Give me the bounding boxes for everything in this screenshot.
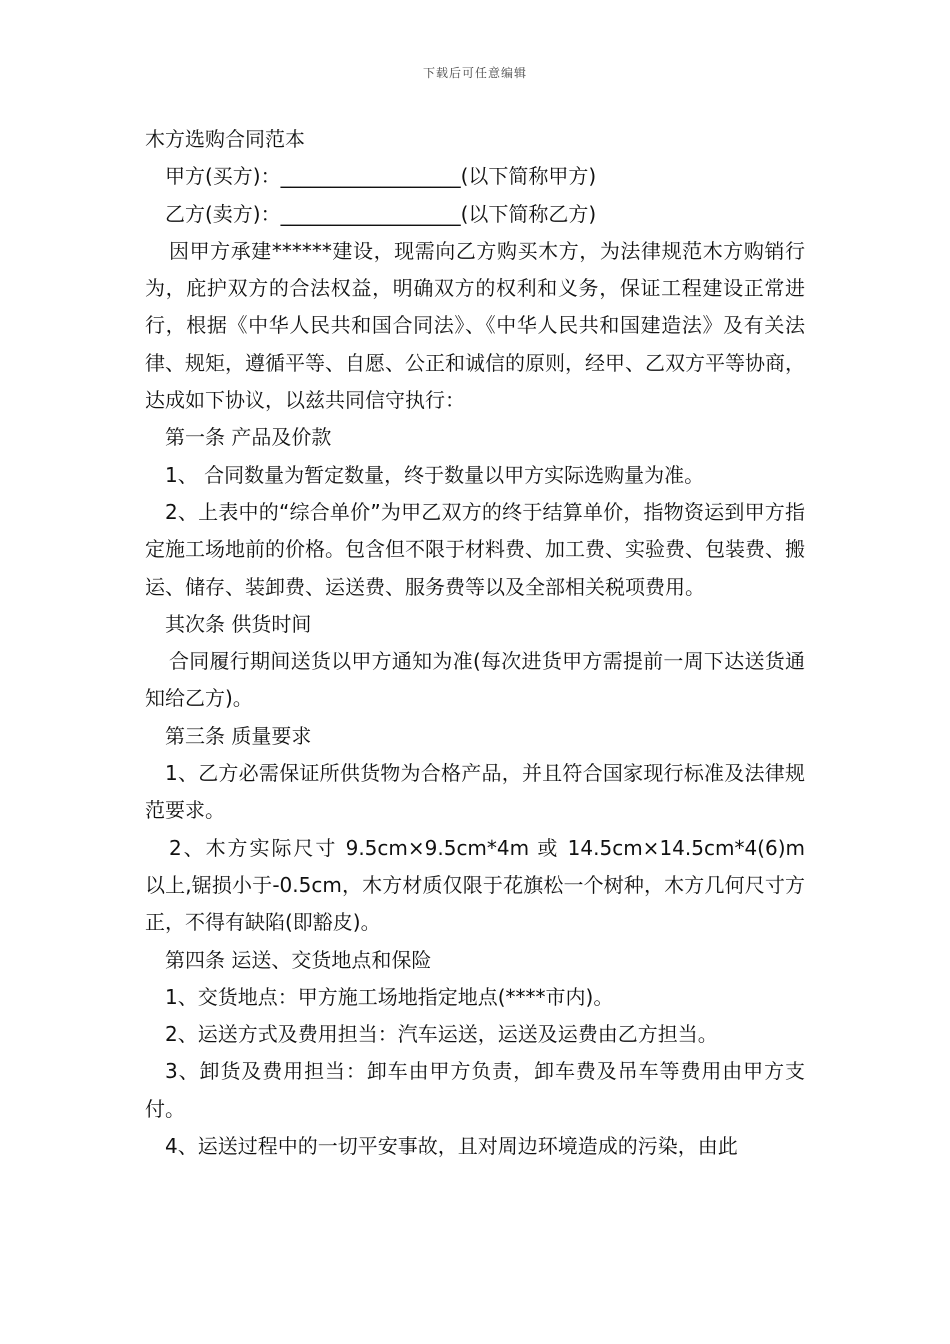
article-1-title: 第一条 产品及价款 [165, 425, 332, 450]
article-3-title: 第三条 质量要求 [165, 723, 312, 748]
article-3-clause-1: 1、乙方必需保证所供货物为合格产品，并且符合国家现行标准及法律规范要求。 [145, 761, 805, 823]
intro-paragraph: 因甲方承建******建设，现需向乙方购买木方，为法律规范木方购销行为，庇护双方的合法权益，明确双方的权利和义务，保证工程建设正常进行，根据《中华人民共和国合同法》、《中华人民共和国建造法》及有关法律、规矩，遵循平等、自愿、公正和诚信的原则，经甲、乙双方平等协商，达成如下协议，以兹共同信守执行： [145, 238, 805, 413]
party-b-line: 乙方(卖方)：__________________(以下简称乙方) [165, 201, 597, 226]
article-1-clause-1: 1、 合同数量为暂定数量，终于数量以甲方实际选购量为准。 [165, 462, 705, 487]
page-header: 下载后可任意编辑 [422, 66, 527, 80]
article-4-clause-4: 4、运送过程中的一切平安事故，且对周边环境造成的污染，由此 [165, 1134, 738, 1159]
article-1-clause-2: 2、上表中的“综合单价”为甲乙双方的终于结算单价，指物资运到甲方指定施工场地前的价格。包含但不限于材料费、加工费、实验费、包装费、搬运、储存、装卸费、运送费、服务费等以及全部相关税项费用。 [145, 499, 805, 599]
document-title: 木方选购合同范本 [145, 127, 305, 151]
article-4-clause-2: 2、运送方式及费用担当：汽车运送，运送及运费由乙方担当。 [165, 1022, 718, 1047]
article-2-clause-1: 合同履行期间送货以甲方通知为准(每次进货甲方需提前一周下达送货通知给乙方)。 [145, 649, 805, 711]
article-4-clause-1: 1、交货地点：甲方施工场地指定地点(****市内)。 [165, 984, 614, 1009]
article-4-clause-3: 3、卸货及费用担当：卸车由甲方负责，卸车费及吊车等费用由甲方支付。 [145, 1059, 805, 1121]
document-body [145, 121, 805, 1165]
article-4-title: 第四条 运送、交货地点和保险 [165, 947, 432, 972]
article-2-title: 其次条 供货时间 [165, 611, 312, 636]
article-3-clause-2: 2、木方实际尺寸 9.5cm×9.5cm*4m 或 14.5cm×14.5cm*4(6)m 以上,锯损小于-0.5cm，木方材质仅限于花旗松一个树种，木方几何尺寸方正，不得有缺陷(即豁皮)。 [145, 835, 805, 935]
party-a-line: 甲方(买方)：__________________(以下简称甲方) [165, 164, 597, 189]
